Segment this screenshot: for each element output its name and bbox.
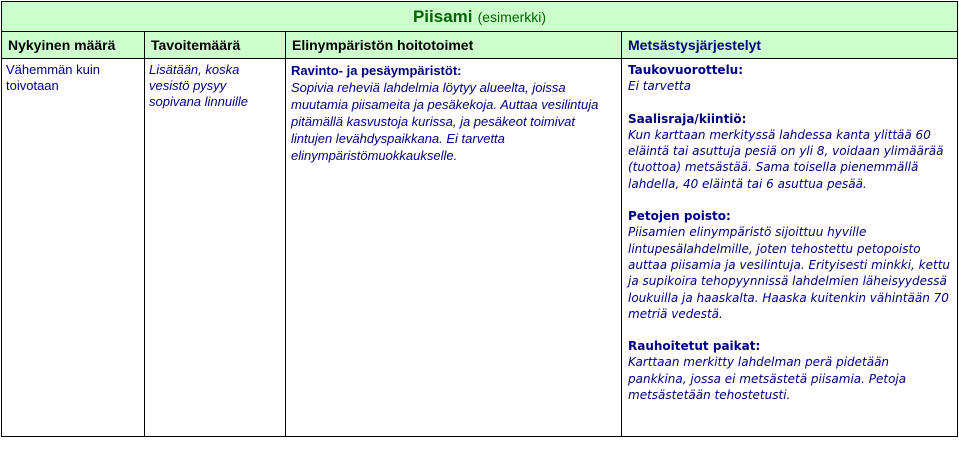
cell-target-amount: Lisätään, koska vesistö pysyy sopivana linnuille — [145, 59, 286, 437]
cell-hunting-arrangements — [622, 59, 958, 437]
rotation-heading: Taukovuorottelu: — [628, 63, 744, 77]
quota-heading: Saalisraja/kiintiö: — [628, 111, 747, 126]
habitat-heading: Ravinto- ja pesäympäristöt: — [291, 63, 462, 78]
predator-text: Piisamien elinympäristö sijoittuu hyville lintupesälahdelmille, joten tehostettu petopoisto auttaa piisamia ja vesilintuja. Erityisesti minkki, kettu ja supikoira tehopyynnissä lahdelmien läheisyydessä loukuilla ja haaskalta. Haaska kuitenkin vähintään 70 metriä vedestä. — [628, 225, 951, 321]
title-row — [2, 2, 958, 32]
protected-heading: Rauhoitetut paikat: — [628, 339, 761, 354]
header-target-amount: Tavoitemäärä — [145, 32, 286, 59]
header-habitat-actions: Elinympäristön hoitotoimet — [286, 32, 622, 59]
habitat-text: Sopivia reheviä lahdelmia löytyy alueelta, joissa muutamia piisameita ja pesäkekoja. Auttaa vesilintuja pitämällä kasvustoja kurissa, ja pesäkeot toimivat lintujen levähdyspaikkana. Ei tarvetta elinympäristömuokkaukselle. — [291, 80, 599, 163]
plan-table — [1, 1, 958, 437]
title-example: (esimerkki) — [477, 8, 547, 25]
quota-text: Kun karttaan merkityssä lahdessa kanta ylittää 60 eläintä tai asuttuja pesiä on yli 8, voidaan ylimäärää (tuottoa) metsästää. Sama toisella pienemmällä lahdella, 40 eläintä tai 6 asuttua pesää. — [628, 127, 944, 191]
header-current-amount: Nykyinen määrä — [2, 32, 145, 59]
header-row — [2, 32, 958, 59]
title-species: Piisami — [412, 6, 473, 26]
cell-current-amount: Vähemmän kuin toivotaan — [2, 59, 145, 437]
rotation-text: Ei tarvetta — [628, 79, 691, 94]
table-row — [2, 59, 958, 437]
protected-text: Karttaan merkitty lahdelman perä pidetään pankkina, jossa ei metsästetä piisamia. Petoja metsästetään tehostetusti. — [628, 355, 907, 403]
table-title — [2, 2, 958, 32]
cell-habitat-actions — [286, 59, 622, 437]
header-hunting-arrangements: Metsästysjärjestelyt — [622, 32, 958, 59]
predator-heading: Petojen poisto: — [628, 209, 731, 224]
